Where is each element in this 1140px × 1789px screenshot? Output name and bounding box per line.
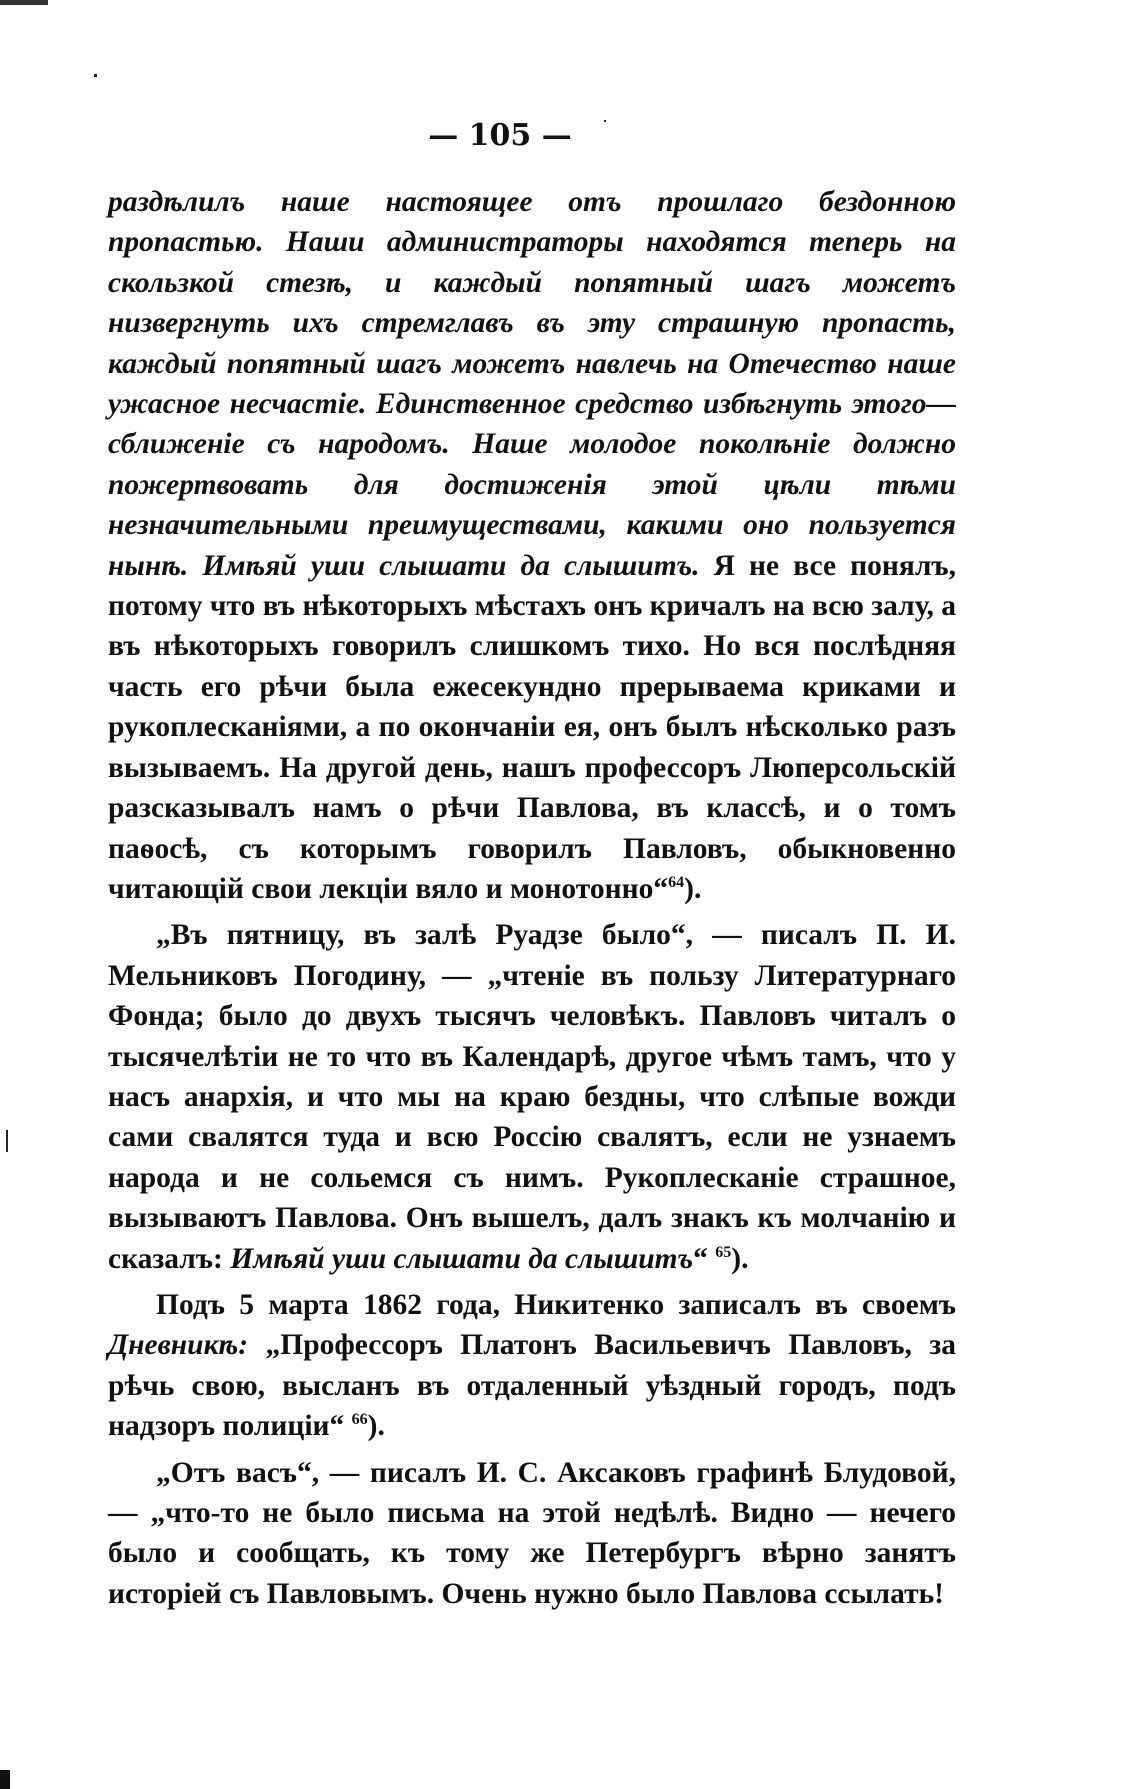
body-text-run: „Профессоръ Платонъ Васильевичъ Павловъ, за рѣчь свою, высланъ въ отдаленный уѣздный городъ, подъ надзоръ полиціи“ (108, 1329, 956, 1443)
page-number: — 105 — (428, 118, 572, 153)
paragraph (108, 1453, 956, 1615)
body-text (108, 182, 956, 1620)
body-text-run: Я не все понялъ, потому что въ нѣкоторыхъ мѣстахъ онъ кричалъ на всю залу, а въ нѣкоторыхъ говорилъ слишкомъ тихо. Но вся послѣдняя часть его рѣчи была ежесекундно прерываема криками и рукоплесканіями, а по окончаніи ея, онъ былъ нѣсколько разъ вызываемъ. На другой день, нашъ профессоръ Люперсольскій разсказывалъ намъ о рѣчи Павлова, въ классѣ, и о томъ паѳосѣ, съ которымъ говорилъ Павловъ, обыкновенно читающій свои лекціи вяло и монотонно“ (108, 549, 956, 905)
footnote-ref: 65 (715, 1243, 732, 1261)
scan-corner-mark (0, 1770, 10, 1789)
italic-text: раздѣлилъ наше настоящее отъ прошлаго бездонною пропастью. Наши администраторы находятся теперь на скользкой стезѣ, и каждый попятный шагъ можетъ низвергнуть ихъ стремглавъ въ эту страшную пропасть, каждый попятный шагъ можетъ навлечь на Отечество наше ужасное несчастіе. Единственное средство избѣгнуть этого—сближеніе съ народомъ. Наше молодое поколѣніе должно пожертвовать для достиженія этой цѣли тѣми незначительными преимуществами, какими оно пользуется нынѣ. Имѣяй уши слышати да слышитъ. (108, 186, 956, 582)
body-text-run: “ (693, 1242, 716, 1275)
paragraph (108, 182, 956, 909)
body-text-run: ). (731, 1242, 749, 1275)
scan-edge-mark (0, 0, 48, 5)
footnote-ref: 66 (351, 1411, 368, 1429)
italic-text: Имѣяй уши слышати да слышитъ (230, 1242, 694, 1275)
body-text-run: ). (684, 872, 702, 905)
paragraph (108, 1285, 956, 1447)
scan-speck (6, 1130, 8, 1152)
paragraph (108, 915, 956, 1279)
italic-text: Дневникѣ: (108, 1329, 249, 1362)
scan-speck (94, 74, 97, 77)
body-text-run: „Отъ васъ“, — писалъ И. С. Аксаковъ графинѣ Блудовой, — „что-то не было письма на этой недѣлѣ. Видно — нечего было и сообщать, къ тому же Петербургъ вѣрно занятъ исторіей съ Павловымъ. Очень нужно было Павлова ссылать! (108, 1456, 956, 1610)
body-text-run: ). (367, 1410, 385, 1443)
body-text-run: Подъ 5 марта 1862 года, Никитенко записалъ въ своемъ (156, 1288, 956, 1321)
footnote-ref: 64 (668, 874, 685, 892)
body-text-run: „Въ пятницу, въ залѣ Руадзе было“, — писалъ П. И. Мельниковъ Погодину, — „чтеніе въ пользу Литературнаго Фонда; было до двухъ тысячъ человѣкъ. Павловъ читалъ о тысячелѣтіи не то что въ Календарѣ, другое чѣмъ тамъ, что у насъ анархія, и что мы на краю бездны, что слѣпые вожди сами свалятся туда и всю Россію свалятъ, если не узнаемъ народа и не сольемся съ нимъ. Рукоплесканіе страшное, вызываютъ Павлова. Онъ вышелъ, далъ знакъ къ молчанію и сказалъ: (108, 919, 956, 1275)
